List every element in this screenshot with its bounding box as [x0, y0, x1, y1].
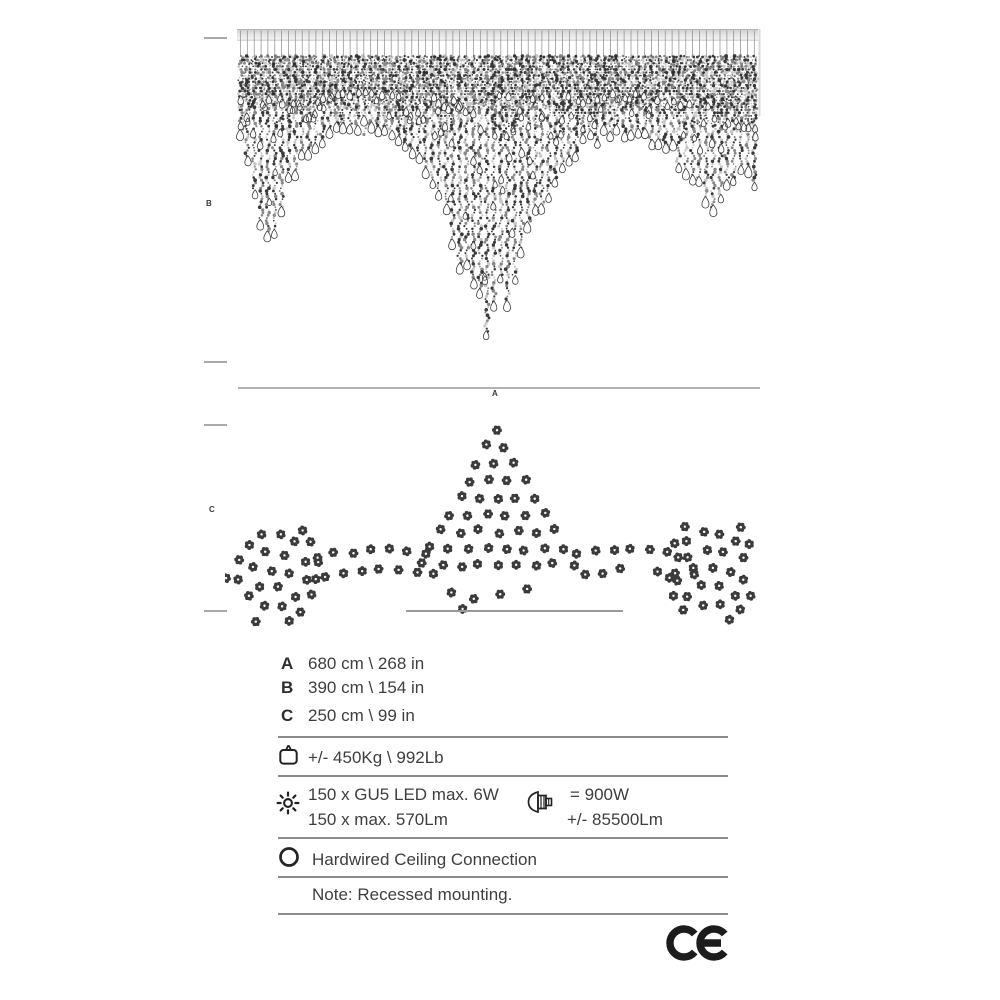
divider-1	[278, 736, 728, 738]
dim-row-b-label: B	[281, 678, 294, 697]
brightness-icon	[275, 790, 301, 816]
divider-2	[278, 775, 728, 777]
lamps-line2: 150 x max. 570Lm	[308, 810, 448, 829]
dim-tick-bottom	[204, 610, 227, 612]
weight-value: +/- 450Kg \ 992Lb	[308, 748, 444, 767]
output-line2: +/- 85500Lm	[567, 810, 663, 829]
lamp-flowers	[225, 426, 755, 627]
spotlight-icon	[526, 789, 558, 815]
dim-tick-mid1	[204, 361, 227, 363]
dim-row-c-value: 250 cm \ 99 in	[308, 706, 415, 725]
depth-dim-label: C	[209, 505, 215, 514]
dim-row-c-label: C	[281, 706, 294, 725]
dim-tick-top	[204, 37, 227, 39]
connection-value: Hardwired Ceiling Connection	[312, 850, 537, 869]
divider-3	[278, 837, 728, 839]
lamps-line1: 150 x GU5 LED max. 6W	[308, 785, 499, 804]
dim-row-a-label: A	[281, 654, 294, 673]
elevation-drawing	[195, 24, 805, 396]
divider-4	[278, 876, 728, 878]
dim-tick-mid2	[204, 424, 227, 426]
divider-5	[278, 913, 728, 915]
circle-icon	[278, 846, 300, 868]
height-dim-label: B	[206, 199, 212, 208]
note-text: Note: Recessed mounting.	[312, 885, 513, 904]
dim-row-a-value: 680 cm \ 268 in	[308, 654, 425, 673]
dim-row-b-value: 390 cm \ 154 in	[308, 678, 425, 697]
crystal-strands	[237, 31, 760, 340]
weight-icon	[279, 744, 298, 765]
output-line1: = 900W	[570, 785, 630, 804]
width-dim-label: A	[492, 389, 498, 398]
ce-mark	[662, 917, 736, 969]
plan-baseline	[406, 610, 623, 612]
plan-view-drawing	[225, 413, 775, 643]
